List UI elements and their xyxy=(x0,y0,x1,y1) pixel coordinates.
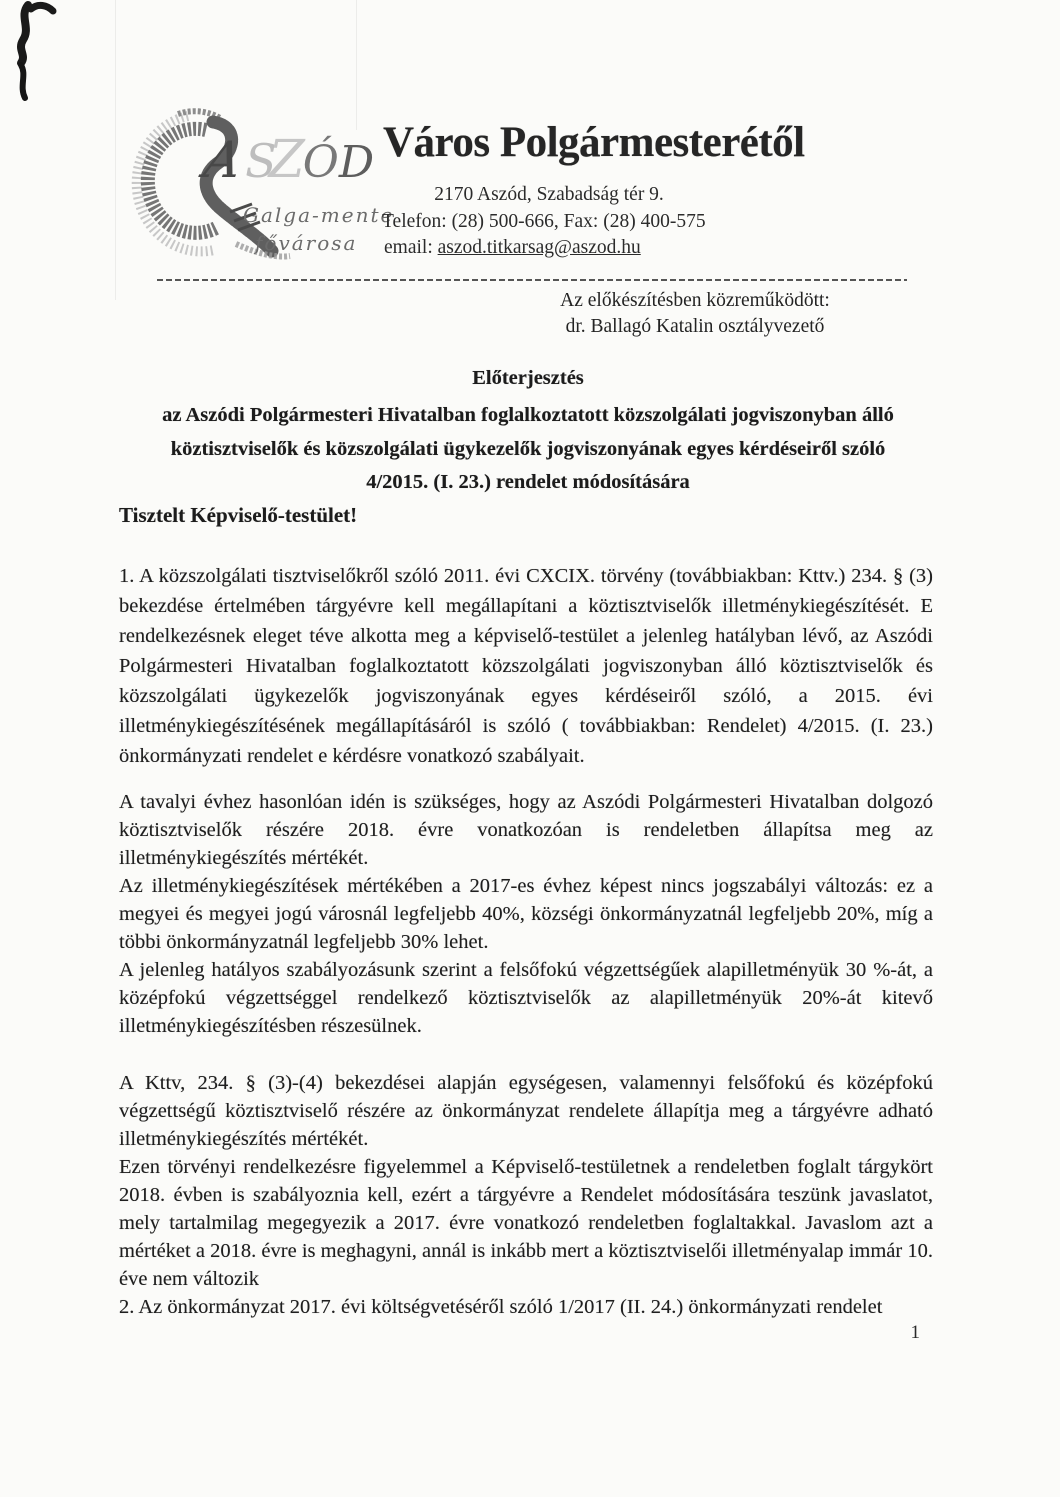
salutation: Tisztelt Képviselő-testület! xyxy=(119,503,358,527)
body-paragraph-group xyxy=(119,561,933,771)
prepared-by-label: Az előkészítésben közreműködött: xyxy=(560,290,830,311)
proposal-subject xyxy=(110,399,946,500)
body-paragraph: A jelenleg hatályos szabályozásunk szerint a felsőfokú végzettségűek alapilletményük 30 %-át, a középfokú végzettséggel rendelkező köztisztviselők az alapilletményük 20%-át kitevő illetménykiegészítésben részesülnek. xyxy=(119,959,933,1037)
proposal-subject-line: az Aszódi Polgármesteri Hivatalban foglalkoztatott közszolgálati jogviszonyban álló xyxy=(162,404,894,426)
email-label: email: xyxy=(384,237,438,258)
body-paragraph: Az illetménykiegészítések mértékében a 2017-es évhez képest nincs jogszabályi változás: ez a megyei és megyei jogú városnál legfeljebb 40%, községi önkormányzatnál legfeljebb 20%, míg a többi önkormányzatnál legfeljebb 30% lehet. xyxy=(119,875,933,953)
header-address: 2170 Aszód, Szabadság tér 9. xyxy=(434,184,664,205)
logo-letter: D xyxy=(338,137,375,188)
body-paragraph-group xyxy=(119,788,933,1040)
scan-streak-artifact xyxy=(115,0,116,300)
scan-ink-marks-icon xyxy=(4,0,58,106)
logo-wordmark xyxy=(199,130,375,190)
body-paragraph: A tavalyi évhez hasonlóan idén is szükséges, hogy az Aszódi Polgármesteri Hivatalban dolgozó köztisztviselők részére 2018. évre vonatkozóan is rendeletben állapítsa meg az illetménykiegészítés mértékét. xyxy=(119,791,933,869)
logo-letter: Z xyxy=(268,130,305,190)
page-title: Város Polgármesterétől xyxy=(383,119,805,166)
email-address: aszod.titkarsag@aszod.hu xyxy=(437,237,641,258)
logo-tagline-line2: fővárosa xyxy=(255,231,358,255)
header-email-line xyxy=(384,237,641,259)
body-paragraph: 2. Az önkormányzat 2017. évi költségvetéséről szóló 1/2017 (II. 24.) önkormányzati rendelet xyxy=(119,1296,883,1318)
page-number: 1 xyxy=(910,1322,920,1343)
logo-letter: S xyxy=(245,134,277,188)
proposal-subject-line: 4/2015. (I. 23.) rendelet módosítására xyxy=(366,471,690,493)
prepared-by-person: dr. Ballagó Katalin osztályvezető xyxy=(565,316,825,337)
header-phone-fax: Telefon: (28) 500-666, Fax: (28) 400-575 xyxy=(382,211,706,232)
prepared-by-block xyxy=(470,288,920,340)
body-paragraph: Ezen törvényi rendelkezésre figyelemmel a Képviselő-testületnek a rendeletben foglalt tárgykört 2018. évben is szabályoznia kell, ezért a tárgyévre a Rendelet módosítására teszünk javaslatot, mely tartalmilag megegyezik a 2017. évre vonatkozó rendeletben foglaltakkal. Javaslom azt a mértéket a 2018. évre is meghagyni, annál is inkább mert a köztisztviselői illetményalap immár 10. éve nem változik xyxy=(119,1156,933,1290)
dashed-divider xyxy=(157,279,907,281)
logo-letter: A xyxy=(199,131,247,189)
proposal-heading: Előterjesztés xyxy=(472,367,584,389)
proposal-subject-line: köztisztviselők és közszolgálati ügykezelők jogviszonyának egyes kérdéseiről szóló xyxy=(170,437,886,460)
body-paragraph: A Kttv, 234. § (3)-(4) bekezdései alapján egységesen, valamennyi felsőfokú és középfokú végzettségű köztisztviselő részére az önkormányzat rendelete állapítja meg a tárgyévre adható illetménykiegészítés mértékét. xyxy=(119,1072,933,1150)
logo-tagline-line1: Galga-mente xyxy=(243,203,395,227)
logo-letter: Ó xyxy=(302,137,339,188)
body-paragraph-group xyxy=(119,1069,933,1321)
body-paragraph: 1. A közszolgálati tisztviselőkről szóló 2011. évi CXCIX. törvény (továbbiakban: Kttv.) 234. § (3) bekezdése értelmében tárgyévre kell megállapítani a köztisztviselők illetménykiegészítését. E rendelkezésnek eleget téve alkotta meg a képviselő-testület a jelenleg hatályban lévő, az Aszódi Polgármesteri Hivatalban foglalkoztatott közszolgálati jogviszonyban álló köztisztviselők és közszolgálati ügykezelők jogviszonyának egyes kérdéseiről szóló, a 2015. évi illetménykiegészítésének megállapításáról is szóló ( továbbiakban: Rendelet) 4/2015. (I. 23.) önkormányzati rendelet e kérdésre vonatkozó szabályait. xyxy=(119,565,933,767)
